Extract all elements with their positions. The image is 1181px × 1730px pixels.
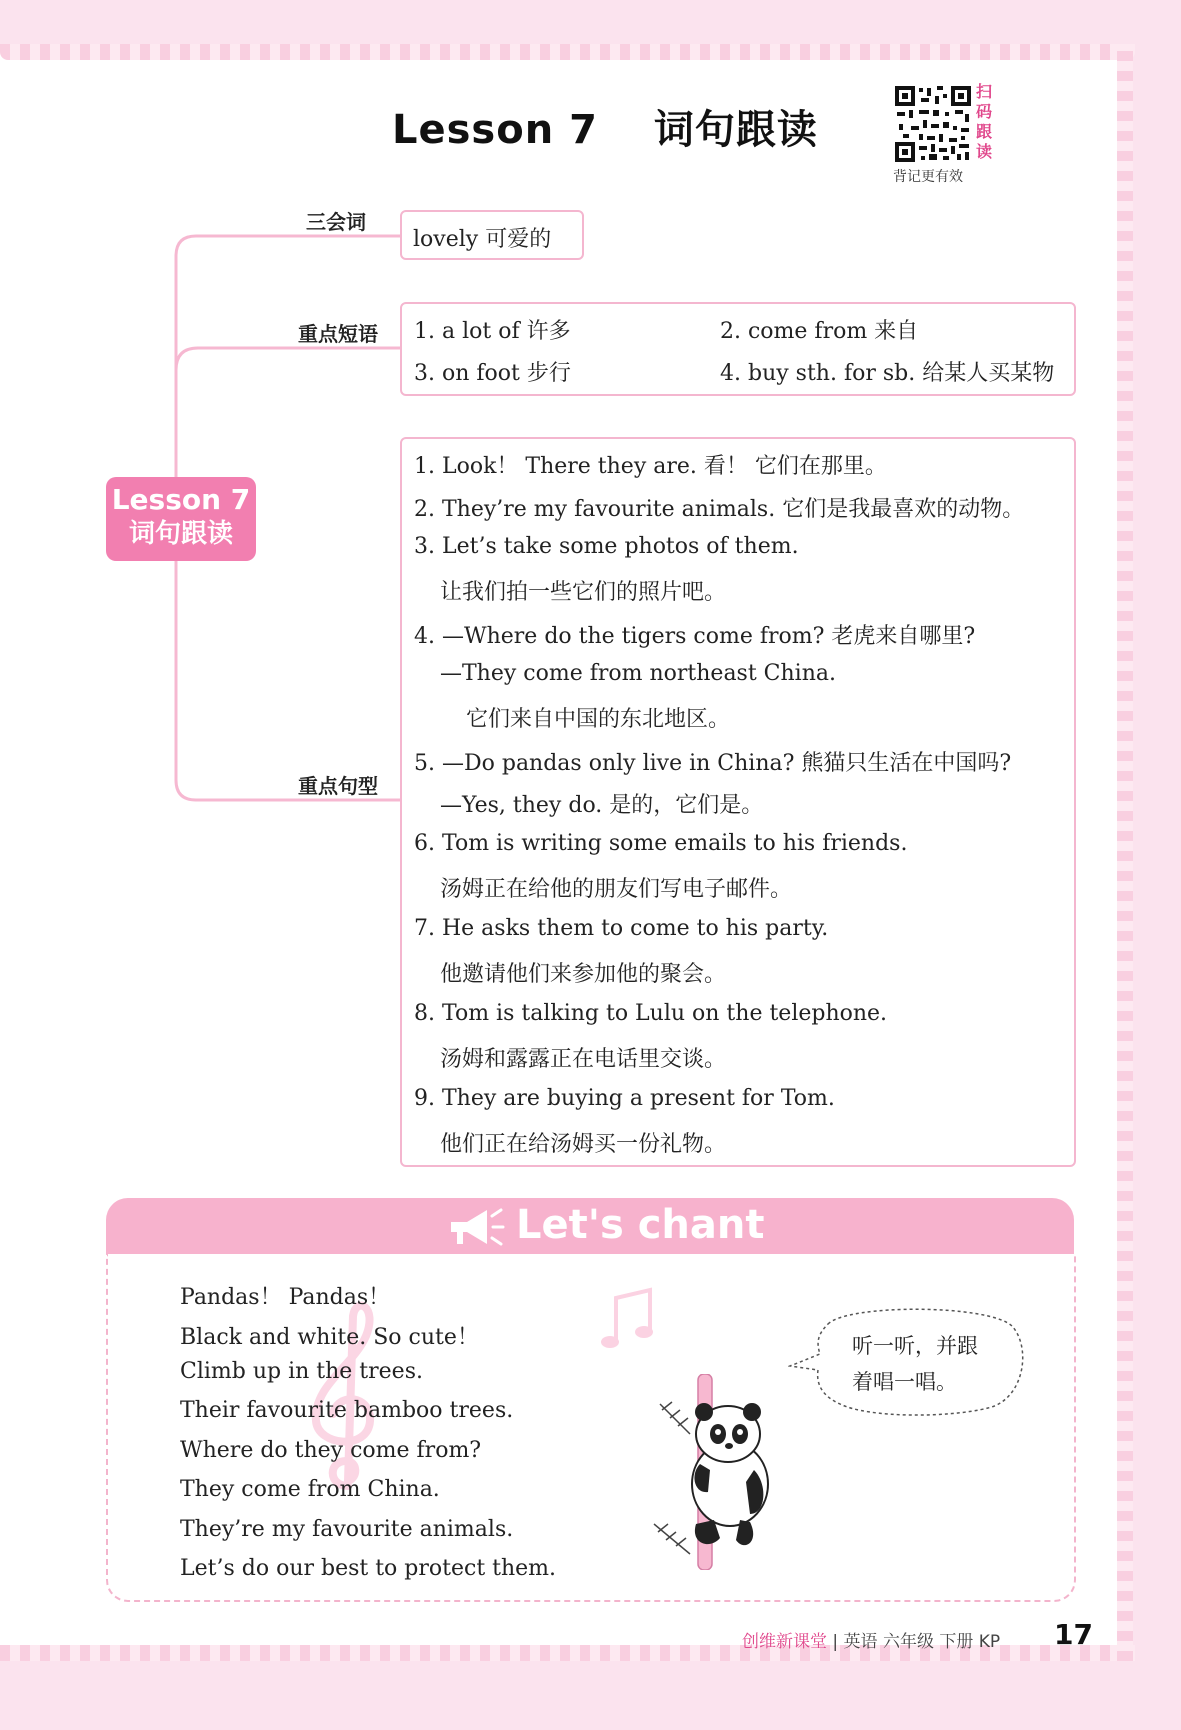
- panda-illustration: [650, 1374, 780, 1570]
- phrase-item: 4. buy sth. for sb. 给某人买某物: [720, 361, 1055, 386]
- branch-label-vocab: 三会词: [306, 210, 366, 234]
- bubble-text: [852, 1328, 978, 1400]
- phrase-item: 1. a lot of 许多: [414, 319, 571, 344]
- chant-line: Climb up in the trees.: [180, 1359, 423, 1384]
- phrase-item: 2. come from 来自: [720, 319, 919, 344]
- sentence-line: 8. Tom is talking to Lulu on the telephone.: [414, 1001, 888, 1026]
- qr-side-char: 读: [976, 142, 993, 161]
- chant-title: Let's chant: [516, 1202, 765, 1248]
- branch-label-phrases: 重点短语: [298, 322, 378, 346]
- phrase-item: 3. on foot 步行: [414, 361, 571, 386]
- sentence-line: 3. Let’s take some photos of them.: [414, 534, 799, 559]
- megaphone-icon: [447, 1204, 505, 1250]
- top-wave-border: [0, 44, 1135, 60]
- sentence-translation: 它们来自中国的东北地区。: [466, 707, 731, 732]
- sentence-translation: 他们正在给汤姆买一份礼物。: [440, 1132, 727, 1157]
- qr-side-char: 扫: [976, 82, 993, 101]
- sentences-box: [400, 437, 1076, 1167]
- right-wave-border: [1117, 44, 1133, 1661]
- vocab-item: lovely 可爱的: [413, 227, 552, 252]
- sentence-line: 9. They are buying a present for Tom.: [414, 1086, 835, 1111]
- sentence-line: 7. He asks them to come to his party.: [414, 916, 829, 941]
- sentence-line: —They come from northeast China.: [440, 661, 836, 686]
- sentence-line: 2. They’re my favourite animals. 它们是我最喜欢的动物。: [414, 497, 1025, 522]
- lesson-center-node: [106, 477, 256, 561]
- vocab-box: [400, 210, 584, 260]
- sentence-line: 5. —Do pandas only live in China? 熊猫只生活在中国吗?: [414, 751, 1012, 776]
- footer-info: [742, 1627, 1000, 1652]
- phrases-box: [400, 302, 1076, 396]
- qr-side-char: 跟: [976, 122, 993, 141]
- center-node-line2: 词句跟读: [128, 519, 233, 549]
- sentence-line: 1. Look！ There they are. 看！ 它们在那里。: [414, 454, 887, 479]
- bubble-line: 听一听，并跟: [852, 1334, 978, 1358]
- sentence-translation: 汤姆和露露正在电话里交谈。: [440, 1047, 727, 1072]
- chant-line: Their favourite bamboo trees.: [180, 1398, 514, 1423]
- sentence-line: 6. Tom is writing some emails to his friends.: [414, 831, 908, 856]
- branch-label-sentences: 重点句型: [298, 774, 378, 798]
- qr-side-text: [976, 82, 996, 162]
- footer-course: | 英语 六年级 下册 KP: [832, 1632, 1001, 1652]
- chant-line: They come from China.: [180, 1477, 440, 1502]
- music-note-icon: [600, 1286, 656, 1352]
- sentence-translation: 让我们拍一些它们的照片吧。: [440, 580, 727, 605]
- sentence-translation: 他邀请他们来参加他的聚会。: [440, 962, 727, 987]
- chant-line: Where do they come from?: [180, 1438, 482, 1463]
- center-node-line1: Lesson 7: [111, 483, 251, 516]
- sentence-line: —Yes, they do. 是的，它们是。: [440, 793, 764, 818]
- chant-line: Pandas！ Pandas！: [180, 1285, 391, 1310]
- qr-side-char: 码: [976, 102, 993, 121]
- bubble-line: 着唱一唱。: [852, 1370, 957, 1394]
- lesson-title: Lesson 7 词句跟读: [392, 107, 818, 153]
- page-number: 17: [1054, 1618, 1093, 1651]
- sentence-translation: 汤姆正在给他的朋友们写电子邮件。: [440, 877, 793, 902]
- chant-line: Black and white. So cute！: [180, 1325, 479, 1350]
- chant-line: Let’s do our best to protect them.: [180, 1556, 557, 1581]
- qr-caption: 背记更有效: [893, 169, 963, 185]
- qr-code-icon[interactable]: [893, 84, 973, 164]
- sentence-line: 4. —Where do the tigers come from? 老虎来自哪里?: [414, 624, 976, 649]
- chant-line: They’re my favourite animals.: [180, 1517, 514, 1542]
- footer-brand: 创维新课堂: [742, 1632, 827, 1652]
